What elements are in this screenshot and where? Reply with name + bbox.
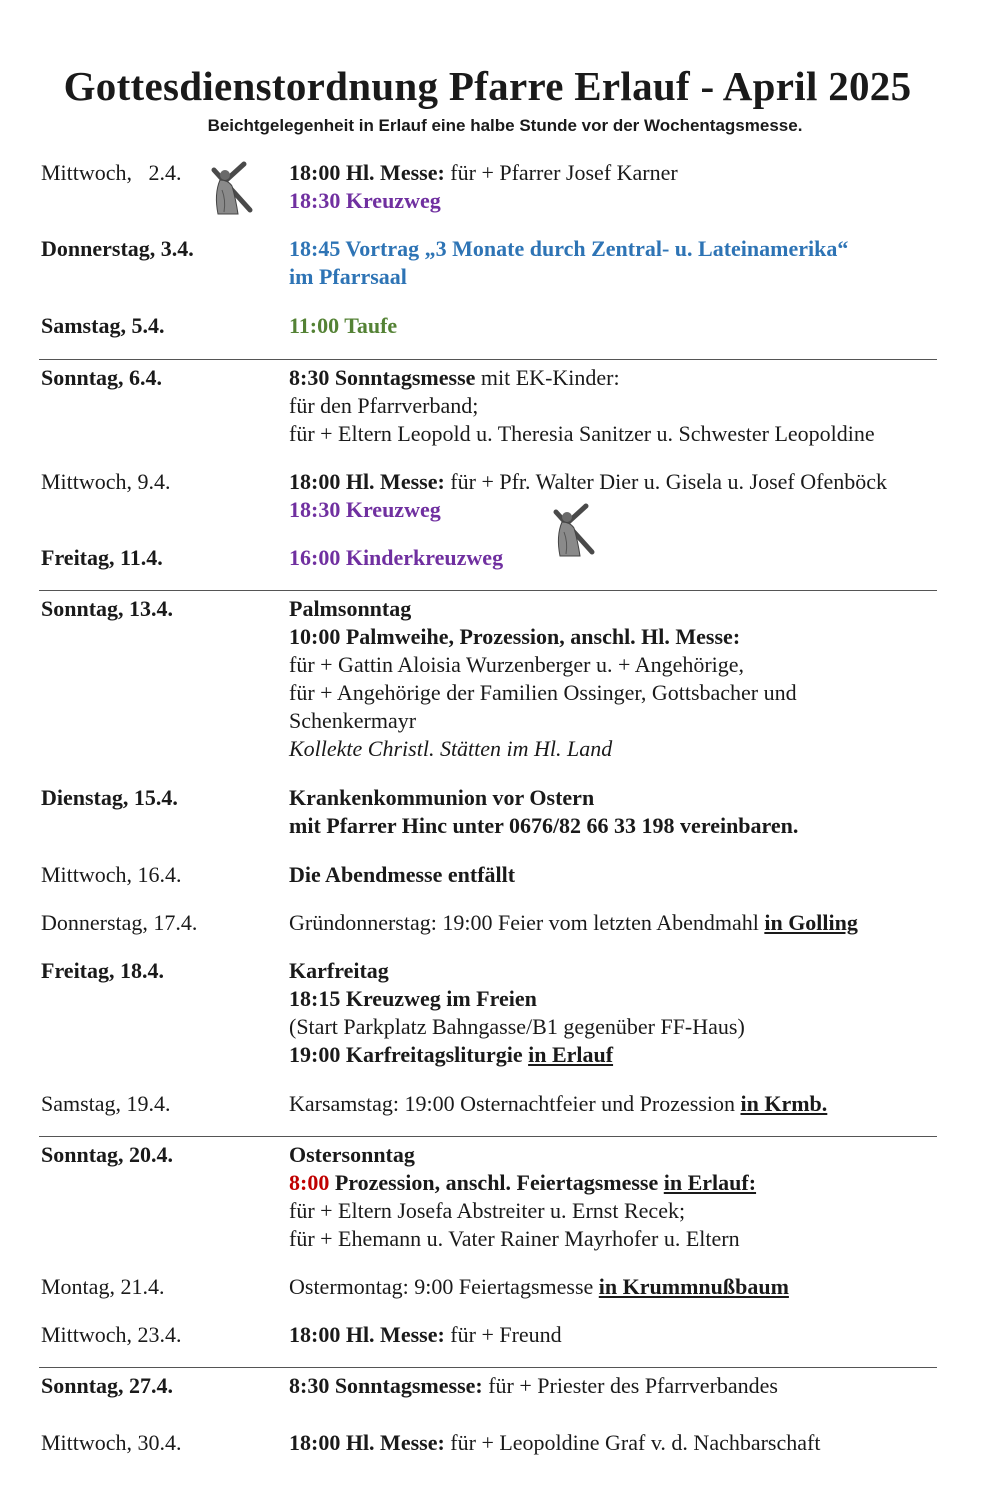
section-divider [39,590,937,591]
service-intention: für + Pfr. Walter Dier u. Gisela u. Josef Ofenböck [444,469,887,494]
entry-date: Mittwoch, 30.4. [41,1430,182,1455]
service-intention: für + Leopoldine Graf v. d. Nachbarschaft [444,1430,821,1455]
location-label: in Golling [764,910,858,935]
location-label: in Krummnußbaum [598,1274,789,1299]
entry-date: Samstag, 19.4. [41,1091,171,1116]
entry-date: Sonntag, 6.4. [41,365,163,390]
jesus-carrying-cross-icon [208,160,254,218]
entry-text [289,1372,778,1400]
service-highlight: 18:30 Kreuzweg [289,497,441,522]
location-label: in Erlauf [528,1042,614,1067]
entry-text [289,861,515,889]
service-intention: für + Priester des Pfarrverbandes [482,1373,778,1398]
service-label: 18:15 Kreuzweg im Freien [289,986,537,1011]
service-note: (Start Parkplatz Bahngasse/B1 gegenüber FF-Haus) [289,1014,745,1039]
service-line: 11:00 Taufe [289,313,398,338]
service-label: 19:00 Karfreitagsliturgie [289,1042,529,1067]
entry-text [289,595,797,763]
feast-title: Palmsonntag [289,596,412,621]
service-line: mit Pfarrer Hinc unter 0676/82 66 33 198 vereinbaren. [289,813,799,838]
location-label: in Krmb. [740,1091,828,1116]
section-divider [39,1136,937,1137]
entry-text [289,1273,789,1301]
entry-text [289,1090,827,1118]
service-label: 10:00 Palmweihe, Prozession, anschl. Hl. Messe: [289,624,741,649]
service-intention: Schenkermayr [289,708,417,733]
service-intention: für + Gattin Aloisia Wurzenberger u. + Angehörige, [289,652,745,677]
service-time: 8:00 [289,1170,330,1195]
entry-text [289,1429,820,1457]
section-divider [39,359,937,360]
entry-date: Freitag, 11.4. [41,545,163,570]
service-line: im Pfarrsaal [289,264,407,289]
entry-date: Mittwoch, 2.4. [41,160,182,185]
entry-date: Mittwoch, 9.4. [41,469,171,494]
service-line: Krankenkommunion vor Ostern [289,785,595,810]
entry-text [289,544,503,572]
page-title: Gottesdienstordnung Pfarre Erlauf - April 2025 [63,63,912,109]
entry-date: Sonntag, 20.4. [41,1142,174,1167]
entry-text [289,364,875,448]
feast-title: Karfreitag [289,958,389,983]
service-label: 18:00 Hl. Messe: [289,1322,445,1347]
service-intention: für + Eltern Josefa Abstreiter u. Ernst Recek; [289,1198,686,1223]
entry-date: Mittwoch, 16.4. [41,862,182,887]
service-intention: für + Freund [444,1322,562,1347]
service-intention: für + Angehörige der Familien Ossinger, Gottsbacher und [289,680,797,705]
entry-text [289,159,678,215]
service-intention: für + Ehemann u. Vater Rainer Mayrhofer u. Eltern [289,1226,740,1251]
entry-text [289,784,798,840]
section-divider [39,1367,937,1368]
service-line: Karsamstag: 19:00 Osternachtfeier und Prozession [289,1091,741,1116]
entry-date: Sonntag, 27.4. [41,1373,174,1398]
entry-text [289,1321,562,1349]
service-label: 18:00 Hl. Messe: [289,469,445,494]
service-highlight: 18:30 Kreuzweg [289,188,441,213]
service-label: 8:30 Sonntagsmesse: [289,1373,483,1398]
jesus-carrying-cross-icon [550,502,596,560]
service-line: 18:45 Vortrag „3 Monate durch Zentral- u. Lateinamerika“ [289,236,849,261]
feast-title: Ostersonntag [289,1142,415,1167]
location-label: in Erlauf: [663,1170,757,1195]
service-label: Prozession, anschl. Feiertagsmesse [329,1170,664,1195]
service-label: 18:00 Hl. Messe: [289,160,445,185]
entry-date: Donnerstag, 17.4. [41,910,198,935]
collection-note: Kollekte Christl. Stätten im Hl. Land [289,736,613,761]
service-label: 8:30 Sonntagsmesse [289,365,476,390]
service-label: 18:00 Hl. Messe: [289,1430,445,1455]
service-line: Gründonnerstag: 19:00 Feier vom letzten Abendmahl [289,910,765,935]
service-intention: für den Pfarrverband; [289,393,479,418]
entry-text [289,909,858,937]
entry-text [289,312,397,340]
service-intention: für + Eltern Leopold u. Theresia Sanitzer u. Schwester Leopoldine [289,421,875,446]
entry-text [289,235,848,291]
entry-date: Montag, 21.4. [41,1274,165,1299]
entry-date: Sonntag, 13.4. [41,596,174,621]
service-note: mit EK-Kinder: [475,365,620,390]
entry-text [289,1141,756,1253]
entry-date: Samstag, 5.4. [41,313,165,338]
service-line: Die Abendmesse entfällt [289,862,516,887]
service-line: Ostermontag: 9:00 Feiertagsmesse [289,1274,599,1299]
entry-date: Freitag, 18.4. [41,958,165,983]
page-subtitle: Beichtgelegenheit in Erlauf eine halbe Stunde vor der Wochentagsmesse. [207,116,803,135]
entry-date: Dienstag, 15.4. [41,785,178,810]
entry-date: Donnerstag, 3.4. [41,236,194,261]
entry-date: Mittwoch, 23.4. [41,1322,182,1347]
entry-text [289,957,745,1069]
service-line: 16:00 Kinderkreuzweg [289,545,504,570]
service-intention: für + Pfarrer Josef Karner [444,160,678,185]
